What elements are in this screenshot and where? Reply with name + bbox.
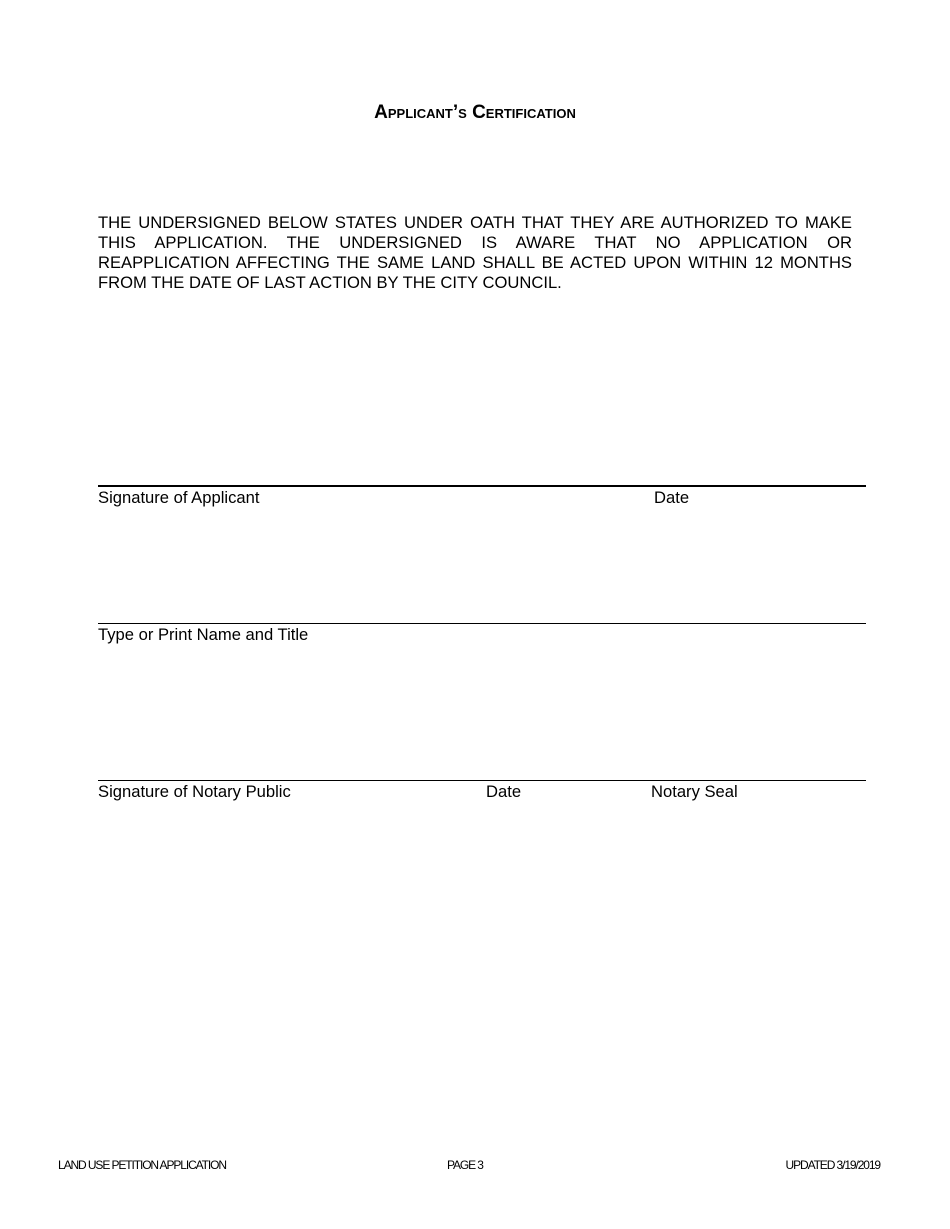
name-title-label: Type or Print Name and Title bbox=[98, 625, 309, 644]
signature-applicant-label: Signature of Applicant bbox=[98, 488, 260, 507]
footer-page-number: PAGE 3 bbox=[447, 1158, 483, 1172]
footer-form-name: LAND USE PETITION APPLICATION bbox=[58, 1158, 226, 1172]
date-label: Date bbox=[654, 488, 690, 507]
signature-notary-label: Signature of Notary Public bbox=[98, 782, 291, 801]
name-title-line[interactable] bbox=[98, 623, 866, 624]
applicant-signature-line[interactable] bbox=[98, 485, 866, 487]
notary-date-label: Date bbox=[486, 782, 522, 801]
notary-seal-label: Notary Seal bbox=[651, 782, 738, 801]
notary-signature-line[interactable] bbox=[98, 780, 866, 781]
page-title: Applicant’s Certification bbox=[374, 102, 576, 123]
footer-updated-date: UPDATED 3/19/2019 bbox=[785, 1158, 880, 1172]
certification-statement: THE UNDERSIGNED BELOW STATES UNDER OATH THAT THEY ARE AUTHORIZED TO MAKE THIS APPLICATION. THE UNDERSIGNED IS AWARE THAT NO APPLICATION OR REAPPLICATION AFFECTING THE SAME LAND SHALL BE ACTED UPON WITHIN 12 MONTHS FROM THE DATE OF LAST ACTION BY THE CITY COUNCIL. bbox=[98, 213, 852, 292]
